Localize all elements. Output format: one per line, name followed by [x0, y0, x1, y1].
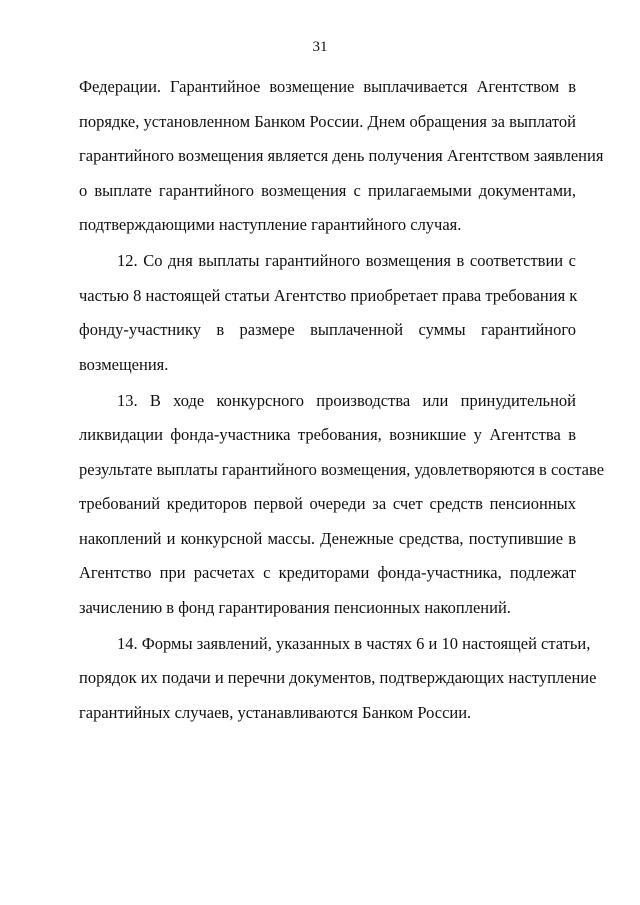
text-line: о выплате гарантийного возмещения с прилагаемыми документами,: [79, 180, 576, 200]
text-line: зачислению в фонд гарантирования пенсионных накоплений.: [79, 597, 511, 617]
text-line: порядок их подачи и перечни документов, подтверждающих наступление: [79, 668, 597, 687]
text-line: подтверждающими наступление гарантийного случая.: [79, 215, 462, 234]
text-line: ликвидации фонда-участника требования, возникшие у Агентства в: [79, 425, 576, 444]
text-line: порядке, установленном Банком России. Днем обращения за выплатой: [79, 111, 576, 131]
text-line: накоплений и конкурсной массы. Денежные средства, поступившие в: [79, 528, 576, 548]
paragraph-14: [79, 627, 597, 731]
document-body: [79, 70, 605, 730]
text-line: гарантийных случаев, устанавливаются Банком России.: [79, 702, 472, 722]
paragraph-continuation: [79, 70, 604, 243]
text-line: частью 8 настоящей статьи Агентство приобретает права требования к: [79, 285, 578, 305]
text-line: гарантийного возмещения является день получения Агентством заявления: [79, 146, 604, 165]
paragraph-12: [79, 244, 576, 382]
text-line: Агентство при расчетах с кредиторами фонда-участника, подлежат: [79, 563, 576, 582]
text-line: требований кредиторов первой очереди за счет средств пенсионных: [79, 494, 576, 513]
paragraph-13: [79, 384, 605, 626]
text-line: 14. Формы заявлений, указанных в частях 6 и 10 настоящей статьи,: [117, 633, 591, 653]
text-line: 12. Со дня выплаты гарантийного возмещения в соответствии с: [117, 251, 576, 270]
text-line: Федерации. Гарантийное возмещение выплачивается Агентством в: [79, 77, 576, 96]
text-line: 13. В ходе конкурсного производства или принудительной: [117, 390, 576, 410]
text-line: результате выплаты гарантийного возмещения, удовлетворяются в составе: [79, 459, 605, 479]
text-line: фонду-участнику в размере выплаченной суммы гарантийного: [79, 320, 576, 339]
text-line: возмещения.: [79, 354, 169, 374]
page-number: 31: [312, 39, 328, 55]
